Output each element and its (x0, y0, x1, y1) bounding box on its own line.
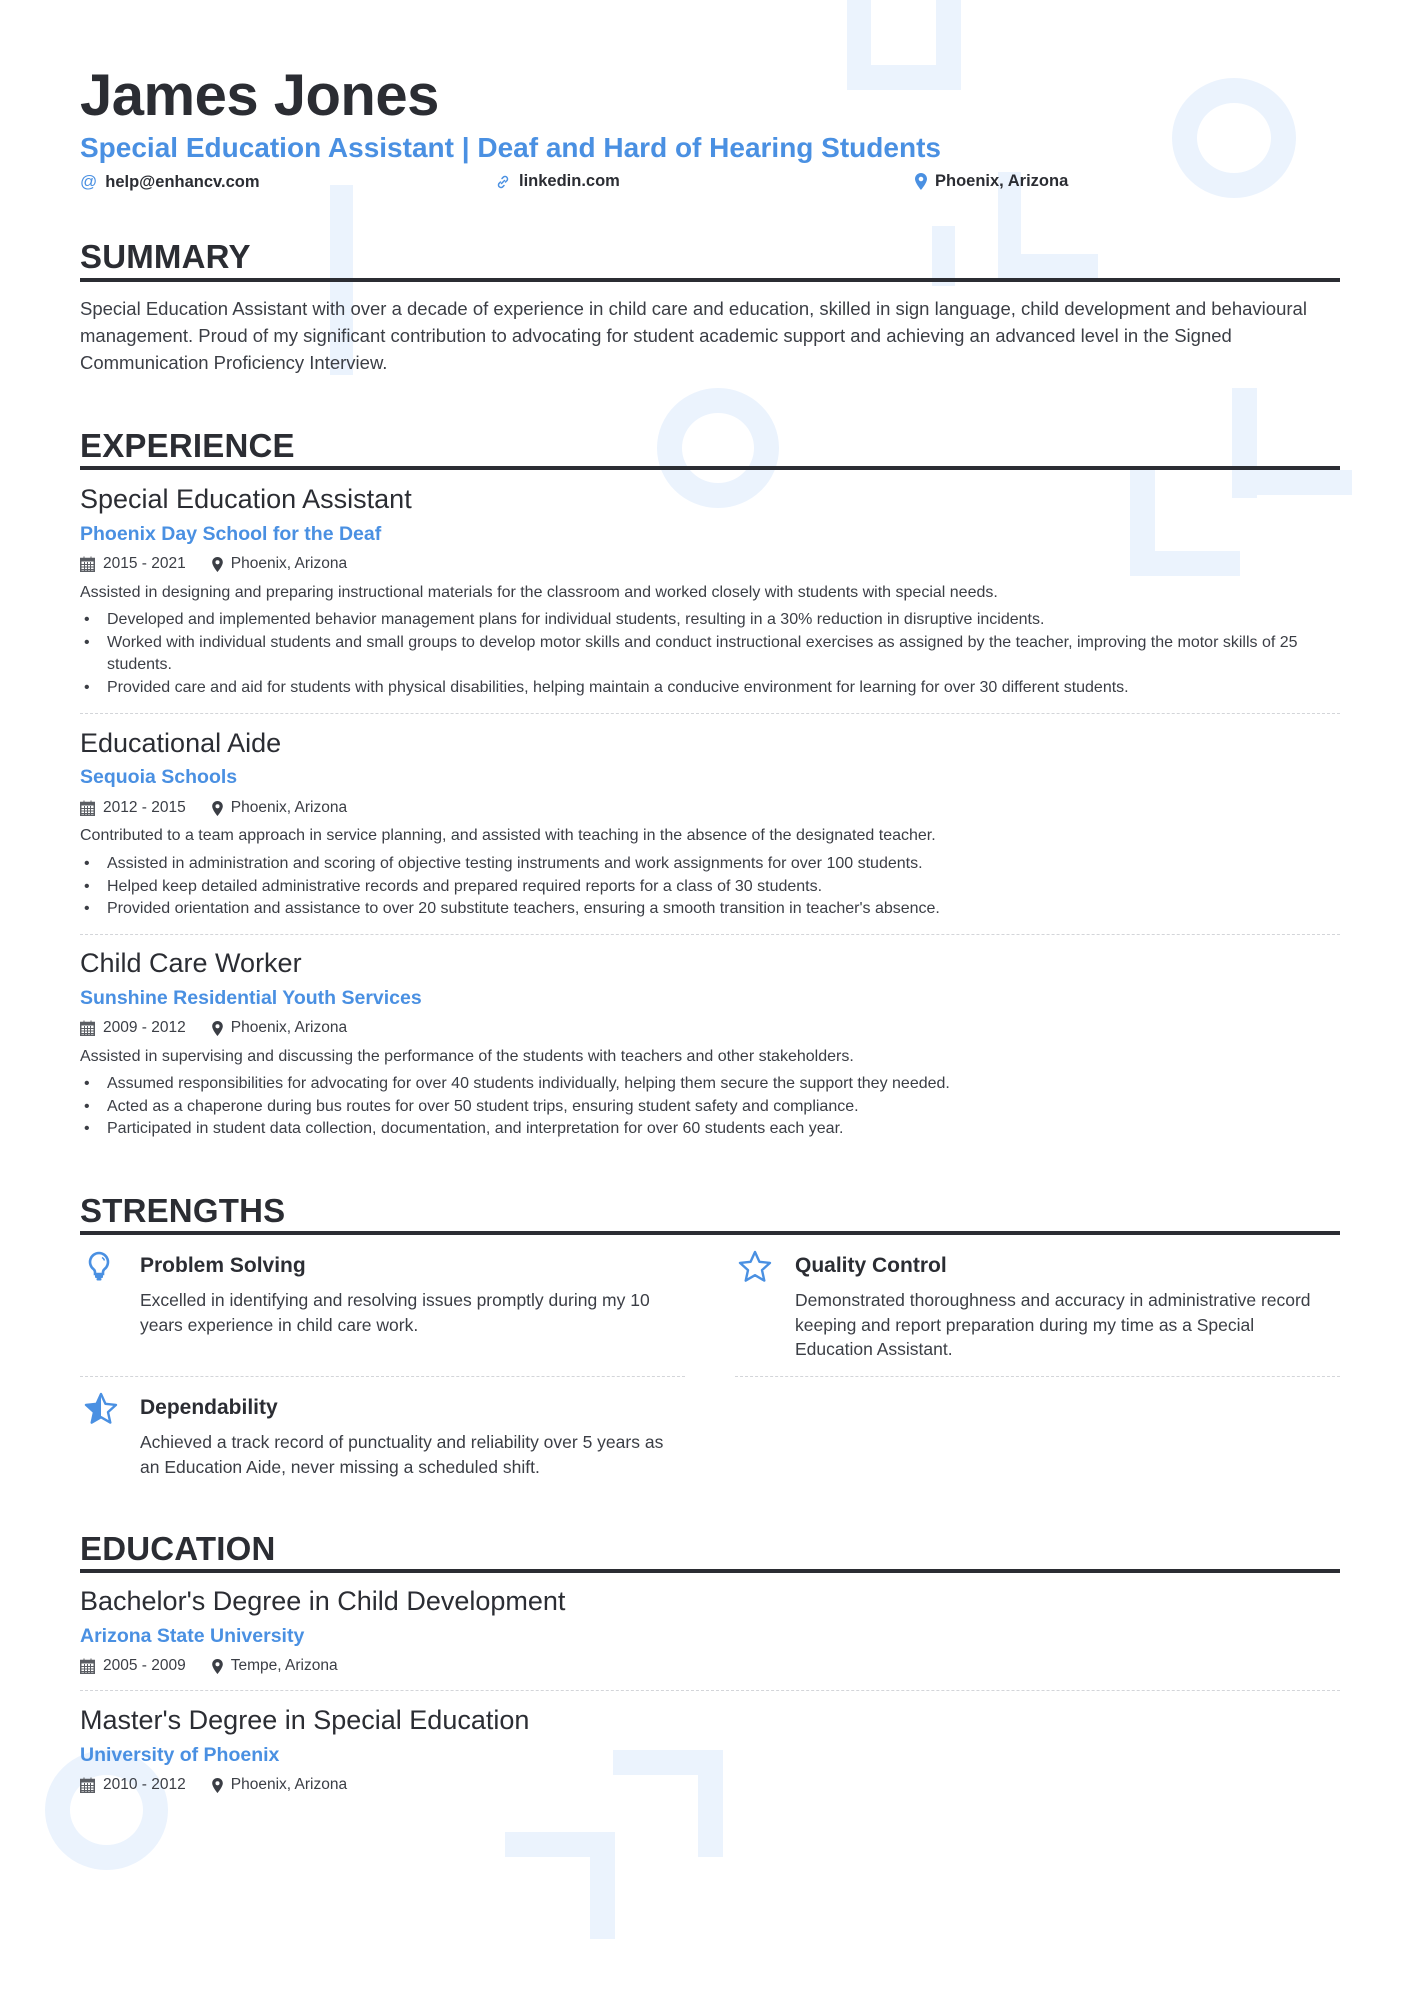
job-description: Contributed to a team approach in service planning, and assisted with teaching in the absence of the designated teacher. (80, 827, 936, 844)
education-location: Phoenix, Arizona (230, 1776, 348, 1793)
location-pin-icon (212, 557, 223, 572)
contact-linkedin[interactable] (495, 172, 620, 191)
candidate-headline: Special Education Assistant | Deaf and Hard of Hearing Students (80, 132, 941, 163)
bullet-item: • Worked with individual students and small groups to develop motor skills and conduct instructional exercises as assigned by the teacher, improving the motor skills of 25 students. (80, 632, 1340, 677)
company-name[interactable]: Phoenix Day School for the Deaf (80, 523, 382, 545)
decor-ring (45, 1750, 168, 1870)
decor-ring (1172, 78, 1296, 198)
school-name[interactable]: University of Phoenix (80, 1744, 280, 1766)
company-name[interactable]: Sunshine Residential Youth Services (80, 987, 422, 1009)
section-divider (80, 1569, 1340, 1573)
job-location: Phoenix, Arizona (230, 555, 348, 572)
strength-title: Problem Solving (140, 1254, 306, 1277)
section-divider (80, 278, 1340, 282)
job-location: Phoenix, Arizona (230, 1019, 348, 1036)
job-location: Phoenix, Arizona (230, 799, 348, 816)
section-title-experience: EXPERIENCE (80, 427, 295, 464)
calendar-icon (80, 800, 95, 816)
star-half-icon (84, 1392, 114, 1422)
education-dates: 2010 - 2012 (103, 1776, 186, 1793)
location-pin-icon (212, 1659, 223, 1674)
school-name[interactable]: Arizona State University (80, 1625, 305, 1647)
section-title-education: EDUCATION (80, 1530, 276, 1567)
section-divider (80, 466, 1340, 470)
job-meta (80, 555, 373, 573)
item-divider (80, 1690, 1340, 1691)
education-meta (80, 1657, 364, 1675)
job-bullets (80, 609, 1340, 699)
bullet-item: • Acted as a chaperone during bus routes for over 50 student trips, ensuring student safety and compliance. (80, 1096, 1340, 1119)
contact-location-label: Phoenix, Arizona (935, 172, 1069, 190)
candidate-name: James Jones (80, 63, 439, 128)
decor-shape (998, 254, 1098, 279)
bullet-item: • Assumed responsibilities for advocating for over 40 students individually, helping them secure the support they needed. (80, 1073, 1340, 1096)
job-dates: 2015 - 2021 (103, 555, 186, 572)
item-divider (80, 934, 1340, 935)
decor-shape (932, 226, 955, 286)
strength-title: Quality Control (795, 1254, 947, 1277)
decor-shape (936, 0, 961, 90)
job-meta (80, 799, 373, 817)
location-pin-icon (212, 1021, 223, 1036)
calendar-icon (80, 1658, 95, 1674)
link-icon (495, 174, 511, 190)
section-title-strengths: STRENGTHS (80, 1192, 286, 1229)
decor-shape (1232, 470, 1352, 495)
decor-shape (698, 1750, 723, 1857)
calendar-icon (80, 1020, 95, 1036)
education-location: Tempe, Arizona (230, 1657, 338, 1674)
job-title: Educational Aide (80, 728, 282, 758)
contact-location (915, 172, 1068, 191)
job-meta (80, 1019, 373, 1037)
contact-email[interactable] (80, 172, 260, 192)
decor-shape (590, 1832, 615, 1939)
star-outline-icon (738, 1250, 768, 1280)
location-pin-icon (915, 173, 927, 190)
summary-text: Special Education Assistant with over a decade of experience in child care and education, skilled in sign language, child development and behavioural management. Proud of my significant contribution to advocating for student academic support and achieving an advanced level in the Signed Communication Proficiency Interview. (80, 298, 1307, 373)
strength-description: Demonstrated thoroughness and accuracy in administrative record keeping and report preparation during my time as a Special Education Assistant. (795, 1290, 1311, 1359)
strength-title: Dependability (140, 1396, 278, 1419)
bullet-item: • Assisted in administration and scoring of objective testing instruments and work assignments for over 100 students. (80, 853, 1340, 876)
degree-title: Bachelor's Degree in Child Development (80, 1586, 566, 1616)
bullet-item: • Provided care and aid for students with physical disabilities, helping maintain a conducive environment for learning for over 30 different students. (80, 677, 1340, 700)
bullet-item: • Developed and implemented behavior management plans for individual students, resulting in a 30% reduction in disruptive incidents. (80, 609, 1340, 632)
item-divider (80, 1376, 685, 1377)
job-bullets (80, 853, 1340, 921)
education-meta (80, 1776, 373, 1794)
strength-description: Excelled in identifying and resolving issues promptly during my 10 years experience in child care work. (140, 1290, 650, 1335)
company-name[interactable]: Sequoia Schools (80, 766, 238, 788)
lightbulb-icon (86, 1250, 116, 1280)
job-description: Assisted in supervising and discussing the performance of the students with teachers and other stakeholders. (80, 1048, 854, 1065)
location-pin-icon (212, 1778, 223, 1793)
item-divider (80, 713, 1340, 714)
job-dates: 2009 - 2012 (103, 1019, 186, 1036)
job-dates: 2012 - 2015 (103, 799, 186, 816)
bullet-item: • Participated in student data collection, documentation, and interpretation for over 60 students each year. (80, 1118, 1340, 1141)
item-divider (735, 1376, 1340, 1377)
contact-email-label: help@enhancv.com (105, 172, 260, 191)
section-title-summary: SUMMARY (80, 238, 251, 275)
bullet-item: • Provided orientation and assistance to over 20 substitute teachers, ensuring a smooth transition in teacher's absence. (80, 898, 1340, 921)
job-title: Child Care Worker (80, 948, 302, 978)
at-icon: @ (80, 172, 98, 191)
decor-shape (1130, 551, 1240, 576)
strength-description: Achieved a track record of punctuality and reliability over 5 years as an Education Aide, never missing a scheduled shift. (140, 1432, 664, 1477)
location-pin-icon (212, 801, 223, 816)
degree-title: Master's Degree in Special Education (80, 1705, 530, 1735)
decor-ring (657, 388, 779, 508)
education-dates: 2005 - 2009 (103, 1657, 186, 1674)
job-description: Assisted in designing and preparing instructional materials for the classroom and worked closely with students with special needs. (80, 584, 998, 601)
job-bullets (80, 1073, 1340, 1141)
contact-linkedin-label: linkedin.com (519, 172, 620, 190)
bullet-item: • Helped keep detailed administrative records and prepared required reports for a class of 30 students. (80, 876, 1340, 899)
job-title: Special Education Assistant (80, 484, 412, 514)
section-divider (80, 1231, 1340, 1235)
calendar-icon (80, 1777, 95, 1793)
calendar-icon (80, 556, 95, 572)
